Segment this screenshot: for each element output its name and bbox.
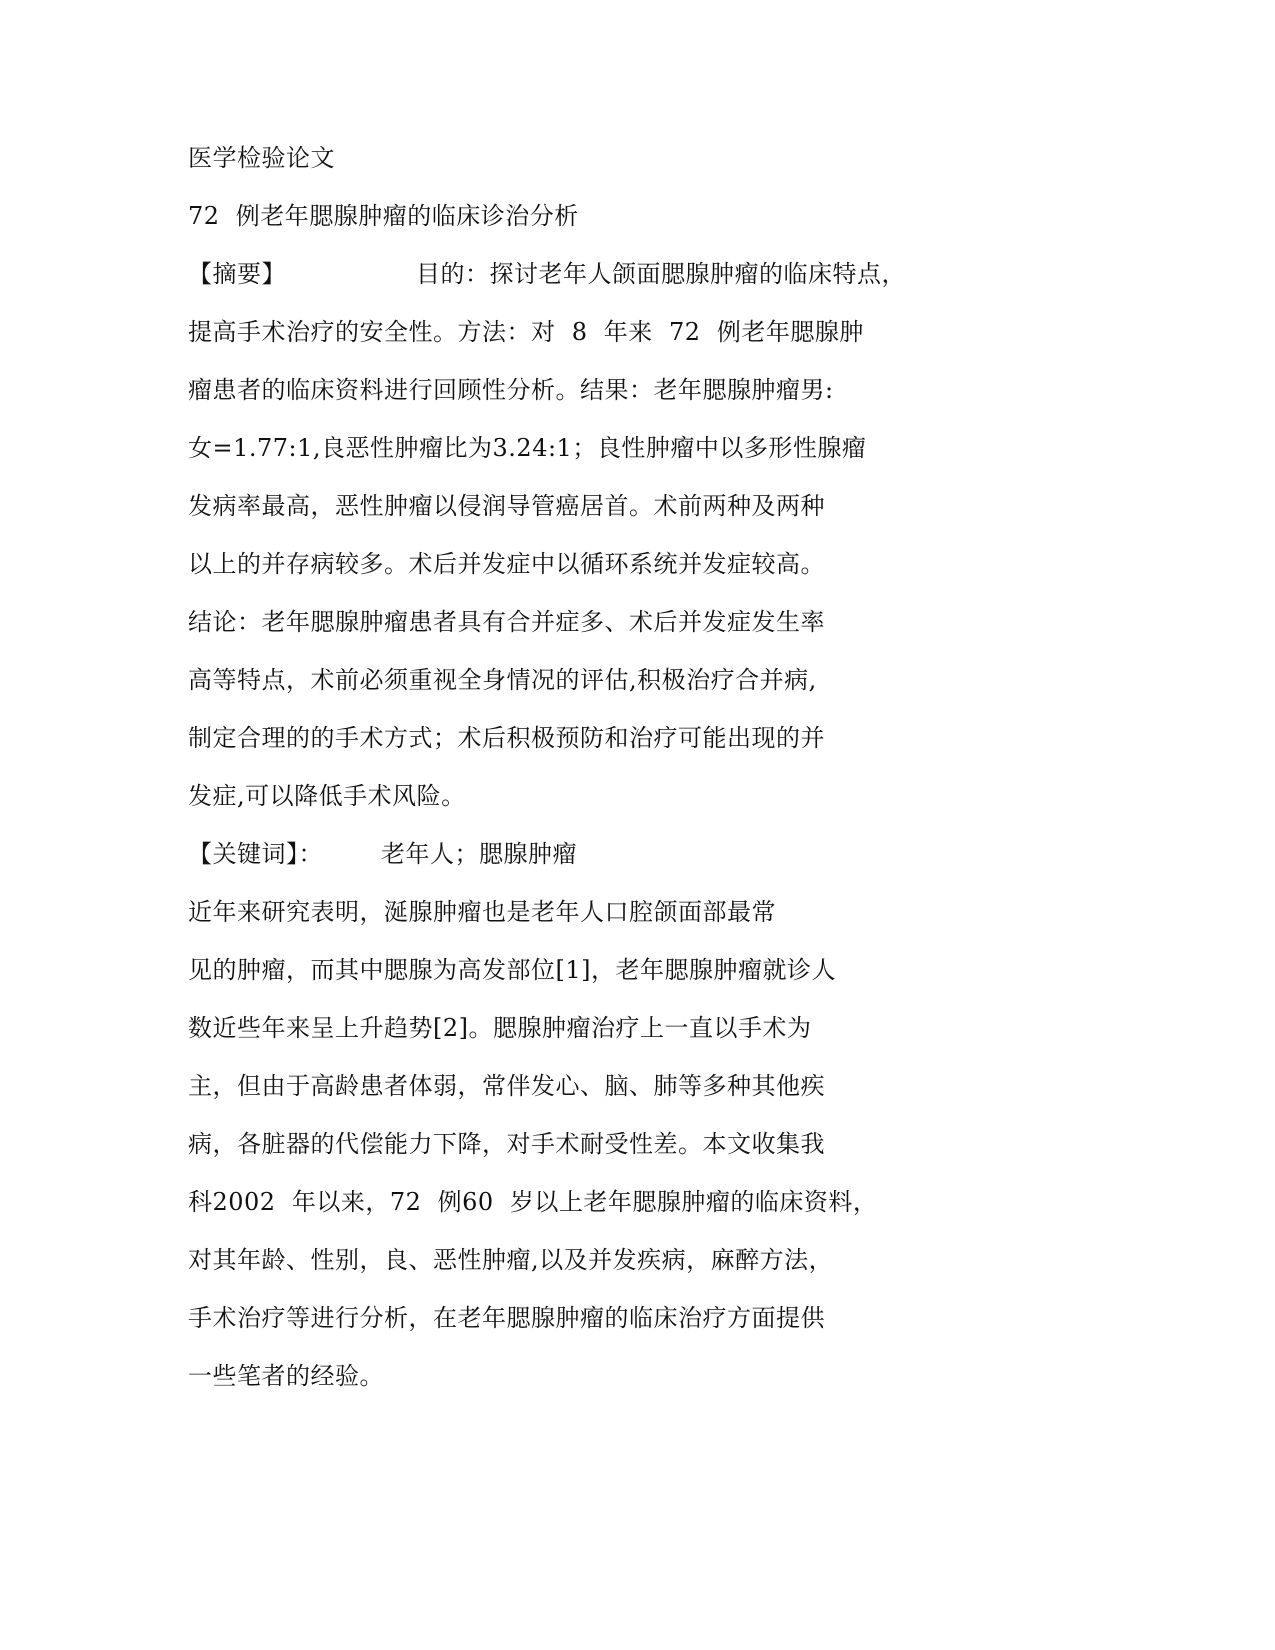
document-category: 医学检验论文	[188, 144, 335, 172]
abstract-text-line: 结论：老年腮腺肿瘤患者具有合并症多、术后并发症发生率	[188, 608, 825, 636]
abstract-text-line: 制定合理的的手术方式；术后积极预防和治疗可能出现的并	[188, 724, 825, 752]
abstract-first-line	[188, 258, 906, 290]
abstract-text-line: 发病率最高，恶性肿瘤以侵润导管癌居首。术前两种及两种	[188, 492, 825, 520]
abstract-text-line: 女=1.77:1,良恶性肿瘤比为3.24:1；良性肿瘤中以多形性腺瘤	[188, 434, 867, 462]
abstract-text-line: 高等特点，术前必须重视全身情况的评估,积极治疗合并病,	[188, 666, 817, 694]
body-text-line: 科2002 年以来，72 例60 岁以上老年腮腺肿瘤的临床资料，	[188, 1188, 878, 1216]
body-text-line: 主，但由于高龄患者体弱，常伴发心、脑、肺等多种其他疾	[188, 1072, 825, 1100]
body-text-line: 手术治疗等进行分析，在老年腮腺肿瘤的临床治疗方面提供	[188, 1304, 825, 1332]
body-text-line: 数近些年来呈上升趋势[2]。腮腺肿瘤治疗上一直以手术为	[188, 1014, 812, 1042]
abstract-text-line: 目的：探讨老年人颌面腮腺肿瘤的临床特点，	[416, 260, 906, 288]
body-text-line: 一些笔者的经验。	[188, 1362, 384, 1390]
body-text-line: 对其年龄、性别，良、恶性肿瘤,以及并发疾病，麻醉方法，	[188, 1246, 834, 1274]
abstract-label: 【摘要】	[188, 260, 286, 288]
abstract-text-line: 瘤患者的临床资料进行回顾性分析。结果：老年腮腺肿瘤男:	[188, 376, 834, 404]
paper-title: 72 例老年腮腺肿瘤的临床诊治分析	[188, 202, 579, 230]
keywords-label: 【关键词】：	[188, 840, 323, 868]
body-text-line: 病，各脏器的代偿能力下降，对手术耐受性差。本文收集我	[188, 1130, 825, 1158]
abstract-text-line: 提高手术治疗的安全性。方法：对 8 年来 72 例老年腮腺肿	[188, 318, 864, 346]
keywords-line	[188, 838, 577, 870]
body-text-line: 近年来研究表明，涎腺肿瘤也是老年人口腔颌面部最常	[188, 898, 776, 926]
body-text-line: 见的肿瘤，而其中腮腺为高发部位[1]，老年腮腺肿瘤就诊人	[188, 956, 836, 984]
abstract-text-line: 发症,可以降低手术风险。	[188, 782, 466, 810]
keywords-text: 老年人；腮腺肿瘤	[381, 840, 577, 868]
abstract-text-line: 以上的并存病较多。术后并发症中以循环系统并发症较高。	[188, 550, 825, 578]
